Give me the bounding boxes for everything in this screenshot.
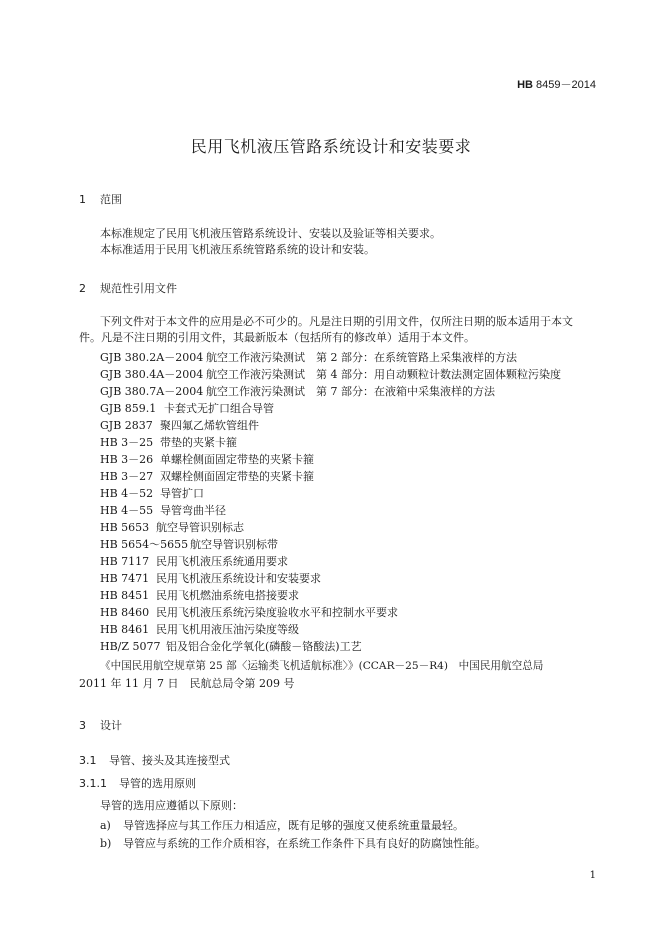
reference-code: HB 7117: [100, 555, 150, 568]
reference-title: 单螺栓侧面固定带垫的夹紧卡箍: [160, 453, 314, 466]
standard-prefix: HB: [517, 79, 533, 91]
list-item: [100, 835, 486, 851]
reference-code: HB 5654～5655: [100, 538, 189, 551]
reference-code: GJB 380.4A－2004: [100, 368, 204, 381]
section-title: 导管、接头及其连接型式: [109, 754, 230, 767]
reference-code: HB 8461: [100, 623, 150, 636]
section-title: 规范性引用文件: [100, 282, 177, 295]
reference-code: HB/Z 5077: [100, 640, 161, 653]
reference-title: 带垫的夹紧卡箍: [160, 436, 237, 449]
reference-title: 导管弯曲半径: [160, 504, 226, 517]
list-item: [100, 817, 464, 833]
section-3-1-heading: [79, 752, 230, 768]
section-3-heading: [79, 717, 122, 733]
list-marker: b): [100, 837, 112, 850]
reference-code: HB 7471: [100, 572, 150, 585]
reference-item: [100, 502, 226, 518]
reference-item: [100, 553, 288, 569]
reference-item: [100, 366, 561, 382]
list-text: 导管选择应与其工作压力相适应，既有足够的强度又使系统重量最轻。: [123, 819, 464, 832]
section-title: 导管的选用原则: [119, 777, 196, 790]
reference-code: HB 3－26: [100, 453, 154, 466]
reference-code: GJB 2837: [100, 419, 153, 432]
reference-code: HB 5653: [100, 521, 150, 534]
section-2-intro-line-1: 下列文件对于本文件的应用是必不可少的。凡是注日期的引用文件，仅所注日期的版本适用于本文: [100, 315, 573, 328]
ccar-reference-line-1: 《中国民用航空规章第 25 部〈运输类飞机适航标准〉》(CCAR－25－R4) 中国民用航空总局: [100, 660, 544, 672]
reference-code: GJB 380.2A－2004: [100, 351, 204, 364]
section-1-paragraph-2: 本标准适用于民用飞机液压系统管路系统的设计和安装。: [100, 243, 375, 256]
reference-item: [100, 587, 299, 603]
ccar-reference-line-2: 2011 年 11 月 7 日 民航总局令第 209 号: [79, 677, 295, 690]
reference-code: GJB 380.7A－2004: [100, 385, 204, 398]
reference-title: 航空导管识别标带: [190, 538, 278, 551]
reference-code: GJB 859.1: [100, 402, 157, 415]
reference-code: HB 3－27: [100, 470, 154, 483]
list-marker: a): [100, 819, 111, 832]
section-title: 范围: [100, 193, 122, 206]
reference-title: 铝及铝合金化学氧化(磷酸－铬酸法)工艺: [166, 640, 362, 653]
reference-item: [100, 417, 259, 433]
reference-title: 航空工作液污染测试 第 7 部分：在液箱中采集液样的方法: [206, 385, 495, 398]
reference-item: [100, 570, 321, 586]
section-number: 3.1: [79, 754, 97, 767]
reference-item: [100, 383, 495, 399]
reference-title: 航空工作液污染测试 第 2 部分：在系统管路上采集液样的方法: [206, 351, 517, 364]
reference-item: [100, 400, 274, 416]
section-number: 2: [79, 282, 86, 295]
reference-title: 民用飞机用液压油污染度等级: [156, 623, 299, 636]
page-number: 1: [589, 870, 596, 881]
standard-code: 8459－2014: [533, 79, 596, 91]
reference-item: [100, 485, 204, 501]
reference-item: [100, 519, 244, 535]
reference-item: [100, 638, 362, 654]
reference-title: 航空工作液污染测试 第 4 部分：用自动颗粒计数法测定固体颗粒污染度: [206, 368, 561, 381]
section-number: 3: [79, 719, 86, 732]
reference-title: 聚四氟乙烯软管组件: [160, 419, 259, 432]
section-2-heading: [79, 280, 177, 296]
reference-title: 双螺栓侧面固定带垫的夹紧卡箍: [160, 470, 314, 483]
reference-title: 民用飞机液压系统污染度验收水平和控制水平要求: [156, 606, 398, 619]
reference-item: [100, 536, 278, 552]
reference-item: [100, 349, 517, 365]
section-1-paragraph-1: 本标准规定了民用飞机液压管路系统设计、安装以及验证等相关要求。: [100, 227, 441, 240]
reference-code: HB 4－52: [100, 487, 154, 500]
reference-title: 民用飞机燃油系统电搭接要求: [156, 589, 299, 602]
section-title: 设计: [100, 719, 122, 732]
reference-item: [100, 468, 314, 484]
reference-title: 民用飞机液压系统通用要求: [156, 555, 288, 568]
reference-item: [100, 621, 299, 637]
reference-title: 卡套式无扩口组合导管: [164, 402, 274, 415]
standard-number: [517, 76, 596, 92]
reference-code: HB 8451: [100, 589, 150, 602]
section-2-intro-line-2: 件。凡是不注日期的引用文件，其最新版本（包括所有的修改单）适用于本文件。: [79, 331, 475, 344]
reference-title: 航空导管识别标志: [156, 521, 244, 534]
reference-code: HB 3－25: [100, 436, 154, 449]
reference-title: 民用飞机液压系统设计和安装要求: [156, 572, 321, 585]
section-3-1-1-intro: 导管的选用应遵循以下原则：: [100, 799, 243, 812]
section-1-heading: [79, 191, 122, 207]
reference-title: 导管扩口: [160, 487, 204, 500]
section-3-1-1-heading: [79, 775, 196, 791]
reference-code: HB 8460: [100, 606, 150, 619]
reference-item: [100, 604, 398, 620]
section-number: 3.1.1: [79, 777, 107, 790]
reference-code: HB 4－55: [100, 504, 154, 517]
document-title: 民用飞机液压管路系统设计和安装要求: [190, 137, 472, 156]
section-number: 1: [79, 193, 86, 206]
reference-item: [100, 434, 237, 450]
list-text: 导管应与系统的工作介质相容，在系统工作条件下具有良好的防腐蚀性能。: [123, 837, 486, 850]
reference-item: [100, 451, 314, 467]
